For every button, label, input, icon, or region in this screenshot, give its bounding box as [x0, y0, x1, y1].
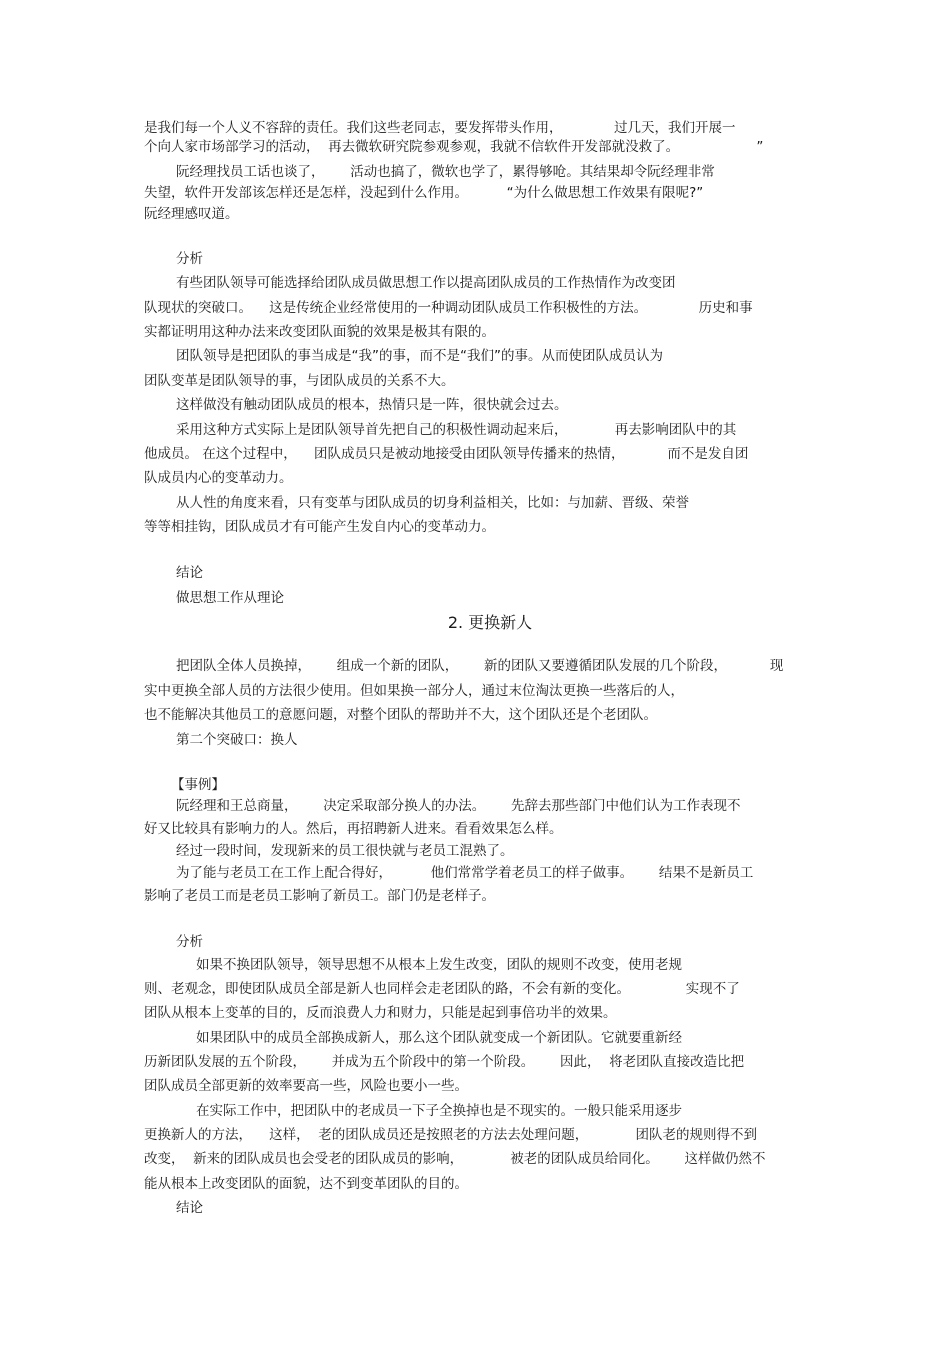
- text-line: 做思想工作从理论: [176, 590, 284, 606]
- section-heading: 2. 更换新人: [447, 613, 533, 632]
- text-line: 团队成员全部更新的效率要高一些，风险也要小一些。: [144, 1078, 468, 1094]
- text-line: 团队变革是团队领导的事，与团队成员的关系不大。: [144, 373, 455, 389]
- text-line: 他成员。 在这个过程中， 团队成员只是被动地接受由团队领导传播来的热情， 而不是发自团: [144, 446, 749, 462]
- section-label: 分析: [176, 934, 203, 950]
- text-line: 更换新人的方法， 这样， 老的团队成员还是按照老的方法去处理问题， 团队老的规则得不到: [144, 1127, 757, 1143]
- text-line: 能从根本上改变团队的面貌，达不到变革团队的目的。: [144, 1176, 468, 1192]
- text-line: 阮经理和王总商量， 决定采取部分换人的办法。 先辞去那些部门中他们认为工作表现不: [176, 798, 741, 814]
- text-line: 团队领导是把团队的事当成是“我”的事，而不是“我们”的事。从而使团队成员认为: [176, 348, 663, 364]
- text-line: 实都证明用这种办法来改变团队面貌的效果是极其有限的。: [144, 324, 495, 340]
- section-label: 分析: [176, 251, 203, 267]
- text-line: 也不能解决其他员工的意愿问题，对整个团队的帮助并不大，这个团队还是个老团队。: [144, 707, 657, 723]
- section-label: 结论: [176, 565, 203, 581]
- text-line: 则、老观念，即使团队成员全部是新人也同样会走老团队的路，不会有新的变化。 实现不了: [144, 981, 740, 997]
- text-line: 等等相挂钩，团队成员才有可能产生发自内心的变革动力。: [144, 519, 495, 535]
- text-line: 从人性的角度来看，只有变革与团队成员的切身利益相关，比如：与加薪、晋级、荣誉: [176, 495, 689, 511]
- text-line: 历新团队发展的五个阶段， 并成为五个阶段中的第一个阶段。 因此， 将老团队直接改造比把: [144, 1054, 745, 1070]
- text-line: 个向人家市场部学习的活动， 再去微软研究院参观参观，我就不信软件开发部就没救了。 ”: [144, 139, 764, 155]
- text-line: 队成员内心的变革动力。: [144, 470, 293, 486]
- text-line: 团队从根本上变革的目的，反而浪费人力和财力，只能是起到事倍功半的效果。: [144, 1005, 617, 1021]
- section-label: 结论: [176, 1200, 203, 1216]
- text-line: 如果团队中的成员全部换成新人，那么这个团队就变成一个新团队。它就要重新经: [196, 1030, 682, 1046]
- text-line: 阮经理找员工话也谈了， 活动也搞了，微软也学了，累得够呛。其结果却令阮经理非常: [176, 164, 715, 180]
- text-line: 队现状的突破口。 这是传统企业经常使用的一种调动团队成员工作积极性的方法。 历史和事: [144, 300, 753, 316]
- text-line: 改变， 新来的团队成员也会受老的团队成员的影响， 被老的团队成员给同化。 这样做仍然不: [144, 1151, 766, 1167]
- text-line: 经过一段时间，发现新来的员工很快就与老员工混熟了。: [176, 843, 514, 859]
- text-line: 在实际工作中，把团队中的老成员一下子全换掉也是不现实的。一般只能采用逐步: [196, 1103, 682, 1119]
- text-line: 影响了老员工而是老员工影响了新员工。部门仍是老样子。: [144, 888, 495, 904]
- text-line: 把团队全体人员换掉， 组成一个新的团队， 新的团队又要遵循团队发展的几个阶段， 现: [176, 658, 784, 674]
- text-line: 实中更换全部人员的方法很少使用。但如果换一部分人，通过末位淘汰更换一些落后的人，: [144, 683, 684, 699]
- text-line: 这样做没有触动团队成员的根本，热情只是一阵，很快就会过去。: [176, 397, 568, 413]
- section-label: 【事例】: [171, 777, 225, 793]
- text-line: 为了能与老员工在工作上配合得好， 他们常常学着老员工的样子做事。 结果不是新员工: [176, 865, 754, 881]
- text-line: 有些团队领导可能选择给团队成员做思想工作以提高团队成员的工作热情作为改变团: [176, 275, 676, 291]
- text-line: 第二个突破口：换人: [176, 732, 298, 748]
- text-line: 阮经理感叹道。: [144, 206, 239, 222]
- text-line: 如果不换团队领导，领导思想不从根本上发生改变，团队的规则不改变，使用老规: [196, 957, 682, 973]
- text-line: 是我们每一个人义不容辞的责任。我们这些老同志，要发挥带头作用， 过几天，我们开展一: [144, 120, 736, 136]
- text-line: 好又比较具有影响力的人。然后，再招聘新人进来。看看效果怎么样。: [144, 821, 563, 837]
- text-line: 采用这种方式实际上是团队领导首先把自己的积极性调动起来后， 再去影响团队中的其: [176, 422, 737, 438]
- text-line: 失望，软件开发部该怎样还是怎样，没起到什么作用。 “为什么做思想工作效果有限呢?”: [144, 185, 704, 201]
